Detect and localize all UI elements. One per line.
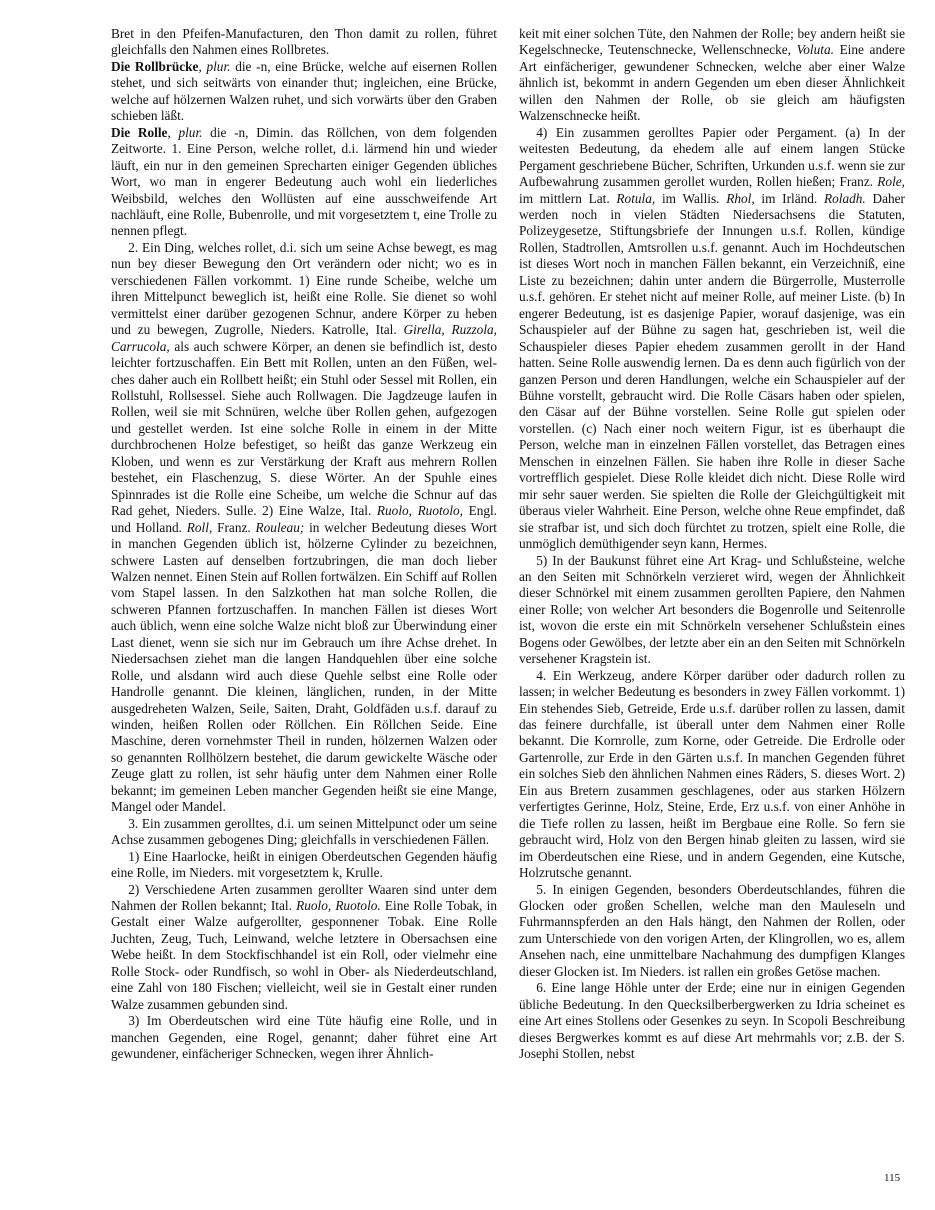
paragraph (111, 26, 497, 59)
text-run: Franz. (212, 519, 256, 535)
text-run: die -n, Dimin. das Röllchen, von dem folgenden Zeitworte. 1. Eine Person, welche rollet, d.i. lärmend hin und wieder läuft, ein nur in den gemeinen Sprecharten einiger Gegenden übliches Wort, wo man in engerer Bedeutung auch wohl ein liederliches Weibsbild, welches den Wollüsten auf eine ausschweifende Art nachläuft, eine Rolle, Bubenrolle, und mit vorgesetztem t, eine Trolle zu nennen pflegt. (111, 124, 497, 239)
italic-term: Rouleau; (255, 519, 305, 535)
text-run: , (198, 58, 207, 74)
text-run: im Wallis. (655, 190, 727, 206)
paragraph (519, 125, 905, 553)
text-run: 3. Ein zusammen gerolltes, d.i. um seinen Mittelpunct oder um seine Achse zusammen gebogenes Ding; gleichfalls in verschiedenen Fällen. (111, 815, 497, 848)
left-column (111, 26, 497, 1063)
text-run: Engl. und Holland. (111, 503, 498, 535)
text-run: 6. Eine lange Höhle unter der Erde; eine nur in einigen Gegenden übliche Bedeutung. In den Quecksilberbergwerken zu Idria scheinet es eine Art eines Stollens oder Gesenkes zu seyn. In Scopoli Beschreibung dieses Bergwerkes kommt es auf diese Art mehrmahls vor; z.B. der S. Josephi Stollen, nebst (519, 980, 905, 1062)
paragraph (111, 816, 497, 849)
paragraph (519, 26, 905, 125)
italic-term: Voluta. (796, 42, 834, 58)
text-run: 5) In der Baukunst führet eine Art Krag- und Schlußsteine, welche an den Seiten mit Schnörkeln verzieret wird, wegen der Ähnlichkeit dieser Schnörkel mit einem zusammen gerollten Papiere, den Nahmen einer Rolle; von welcher Art besonders die Bogenrolle und Seitenrolle ist, wovon die erste ein mit Schnörkeln versehener Schlußstein eines Bogens oder Gewölbes, der letzte aber ein an den Seiten mit Schnörkeln versehener Kragstein ist. (519, 552, 905, 667)
text-run: 2) Verschiedene Arten zusammen gerollter Waaren sind unter dem Nahmen der Rollen bekannt; Ital. (111, 881, 497, 914)
italic-term: Roladh. (824, 190, 866, 206)
text-run: keit mit einer solchen Tüte, den Nahmen der Rolle; bey andern heißt sie Kegelschnecke, Teutenschnecke, Wellenschnecke, (519, 26, 905, 58)
text-run: 1) Eine Haarlocke, heißt in einigen Oberdeutschen Gegenden häufig eine Rolle, im Nieders. mit vorgesetztem k, Krulle. (111, 848, 497, 881)
text-run: in welcher Bedeutung dieses Wort in manchen Gegenden üblich ist, hölzerne Cylinder zu bezeichnen, schwere Lasten auf denselben fortzubringen, die man doch lieber Walzen nennet. Einen Stein auf Rollen fortwälzen. Ein Schiff auf Rollen vom Stapel lassen. In den Salzkothen hat man solche Rollen, die schweren Pfannen fortzuschaffen. In manchen Fällen ist dieses Wort auch üblich, wenn eine solche Walze nicht bloß zur Überwindung einer Last dienet, wenn sie sich nur im Gebrauch um ihre Achse drehet. In Niedersachsen ziehet man die langen Handquehlen über eine solche Rolle, und alsdann wird auch diese Quehle selbst eine Rolle oder Handrolle genannt. Die kleinen, länglichen, runden, in der Mitte ausgedreheten Walzen, Seile, Saiten, Draht, Goldfäden u.s.f. darauf zu winden, heißen Rollen oder Röllchen. Ein Röllchen Seide. Eine Maschine, deren vornehmster Theil in runden, hölzernen Walzen oder so genannten Rollhölzern bestehet, die darum gewickelte Wäsche oder Zeuge glatt zu rollen, ist sehr häufig unter dem Nahmen einer Rolle bekannt; im gemeinen Leben mancher Gegenden heißt sie eine Mange, Mangel oder Mandel. (111, 519, 497, 815)
headword: Die Rollbrücke (111, 58, 199, 74)
headword: Die Rolle (111, 124, 168, 140)
paragraph (519, 668, 905, 882)
text-run: Eine Rolle Tobak, in Gestalt einer Walze aufgerollter, gesponnener Tobak. Eine Rolle Juchten, Zeug, Tuch, Leinwand, welche letztere in Obersachsen eine Webe heißt. In dem Stockfischhandel ist ein Roll, oder vielmehr eine Rolle Stock- oder Rundfisch, so wohl in Ober- als Niederdeutschland, eine Zahl von 180 Fischen; vielleicht, weil sie in Gestalt einer runden Walze zusammen gebunden sind. (111, 898, 497, 1012)
paragraph (519, 553, 905, 668)
paragraph (519, 980, 905, 1062)
italic-term: Roll, (186, 519, 213, 535)
italic-term: Ruolo, Ruotolo, (376, 503, 463, 519)
italic-term: Girella, Ruzzola, Carrucola, (111, 322, 497, 354)
paragraph (519, 882, 905, 981)
text-run: 3) Im Oberdeutschen wird eine Tüte häufig eine Rolle, und in manchen Gegenden, eine Rogel, genannt; daher führet eine Art gewundener, einfächeriger Schnecken, wegen ihrer Ähnlich- (111, 1013, 497, 1062)
text-run: die -n, eine Brücke, welche auf eisernen Rollen stehet, und sich seitwärts von einander thut; ingleichen, eine Brücke, welche auf hölzernen Walzen ruhet, und sich vorwärts über den Graben schieben läßt. (111, 58, 497, 124)
text-run: 2. Ein Ding, welches rollet, d.i. sich um seine Achse bewegt, es mag nun bey dieser Bewegung den Ort verändern oder nicht; wo es in verschiedenen Fällen vorkommt. 1) Eine runde Scheibe, welche um ihren Mittelpunct beweglich ist, heißt eine Rolle. Sie dienet so wohl vermittelst einer darüber gezogenen Schnur, andere Körper zu heben und zu bewegen, Zugrolle, Nieders. Katrolle, Ital. (111, 239, 497, 338)
paragraph (111, 240, 497, 816)
text-run: 5. In einigen Gegenden, besonders Oberdeutschlandes, führen die Glocken oder großen Schellen, welche man den Mauleseln und Fuhrmannspferden an den Hals hängt, den Nahmen der Rollen, oder zum Unterschiede von den vorigen Arten, der Klingrollen, wo es, allem Ansehen nach, eine unmittelbare Nachahmung des dumpfigen Klanges dieser Glocken ist. Im Nieders. ist rallen ein großes Getöse machen. (519, 881, 905, 979)
italic-term: Ruolo, Ruotolo. (296, 898, 381, 914)
paragraph (111, 882, 497, 1014)
text-run: Daher werden noch in vielen Städten Niedersachsens die Statuten, Polizeygesetze, Stiftungsbriefe der Innungen u.s.f. Rollen, kündige Rollen, Stadtrollen, Amtsrollen u.s.f. genannt. Auch im Hochdeutschen ist dieses Wort noch in manchen Fällen bekannt, ein Verzeichniß, eine Liste zu bezeichnen; dahin unter andern die Bürgerrolle, Musterrolle u.s.f. gehören. Er stehet nicht auf meiner Rolle, auf meiner Liste. (b) In engerer Bedeutung, ist es dasjenige Papier, worauf dasjenige, was ein Schauspieler auf der Bühne zu sagen hat, geschrieben ist, weil die Schauspieler dieses Papier ehedem zusammen gerollt in der Hand hatten. Seine Rolle auswendig lernen. Da es denn auch figürlich von der ganzen Person und deren Handlungen, welche ein Schauspieler auf der Bühne vorstellt, gebraucht wird. Die Rolle Cäsars haben oder spielen, den Cäsar auf der Bühne vorstellen. Seine Rolle gut spielen oder vorstellen. (c) Nach einer noch weitern Figur, ist es überhaupt die Person, welche man in einzelnen Fällen vorstellet, das Betragen eines Menschen in einzelnen Fällen. Sie haben ihre Rolle in dieser Sache vortrefflich gespielet. Diese Rolle kleidet dich nicht. Diese Rolle wird mir sehr sauer werden. Sie spielten die Rolle der Gleichgültigkeit mit überaus vieler Wahrheit. Eine Person, welche ohne Reue empfindet, daß sie strafbar ist, und sich doch fürchtet zu trotzen, spielt eine Rolle, die unmöglich demüthigender seyn kann, Hermes. (519, 190, 905, 552)
italic-term: plur. (206, 58, 231, 74)
page-number: 115 (884, 1172, 901, 1184)
italic-term: Rotula, (616, 190, 656, 206)
paragraph (111, 125, 497, 240)
italic-term: plur. (178, 124, 203, 140)
paragraph (111, 1013, 497, 1062)
text-run: als auch schwere Körper, an denen sie befindlich ist, desto leichter fortzuschaffen. Ein Bett mit Rollen, unten an den Füßen, welches daher auch ein Rollbett heißt; ein Stuhl oder Sessel mit Rollen, ein Rollstuhl, Rollsessel. Siehe auch Rollwagen. Die Jagdzeuge laufen in Rollen, weil sie mit Schnüren, welche über Rollen gehen, aufgezogen und gestellet werden. Ist eine solche Rolle in einem in der Mitte durchbrochenen Holze befestiget, so heißt das ganze Werkzeug ein Kloben, und wenn es zur Verstärkung der Kraft aus mehrern Rollen bestehet, ein Flaschenzug, S. diese Wörter. An der Spuhle eines Spinnrades ist die Rolle eine Scheibe, um welche die Schnur auf das Rad gehet, Nieders. Sulle. 2) Eine Walze, Ital. (111, 338, 497, 519)
text-run: 4. Ein Werkzeug, andere Körper darüber oder dadurch rollen zu lassen; in welcher Bedeutung es besonders in zwey Fällen vorkommt. 1) Ein stehendes Sieb, Getreide, Erde u.s.f. darüber rollen zu lassen, damit das feinere durchfalle, ist überall unter dem Nahmen einer Rolle bekannt. Die Kornrolle, zum Korne, oder Getreide. Die Erdrolle oder Gartenrolle, zur Erde in den Gärten u.s.f. In manchen Gegenden führet ein solches Sieb den ähnlichen Nahmen eines Räders, S. dieses Wort. 2) Ein aus Bretern zusammen geschlagenes, oder aus starken Hölzern verfertigtes Gerinne, Holz, Steine, Erde, Erz u.s.f. von einer Anhöhe in die Tiefe rollen zu lassen, heißt im Bergbaue eine Rolle. So fern sie gebraucht wird, Holz von den Bergen hinab gleiten zu lassen, wird sie im Oberdeutschen eine Riese, und in andern Gegenden, eine Kutsche, Holzrutsche genannt. (519, 667, 905, 881)
text-run: 4) Ein zusammen gerolltes Papier oder Pergament. (a) In der weitesten Bedeutung, da ehedem alle auf einem langen Stücke Pergament geschriebene Bücher, Schriften, Urkunden u.s.f. wenn sie zur Aufbewahrung zusammen gerollet wurden, Rollen hießen; Franz. (519, 124, 905, 190)
italic-term: Role, (877, 174, 905, 190)
right-column (519, 26, 905, 1063)
text-run: im Irländ. (754, 190, 824, 206)
italic-term: Rhol, (726, 190, 755, 206)
paragraph (111, 849, 497, 882)
text-run: , (167, 124, 179, 140)
text-run: Eine andere Art einfächeriger, gewundener Schnecken, welche aber einer Walze ähnlich ist, bekommt in andern Gegenden um eben dieser Ähnlichkeit willen den Nahmen der Rolle, ob sie gleich am häufigsten Walzenschnecke heißt. (519, 42, 905, 124)
text-run: Bret in den Pfeifen-Manufacturen, den Thon damit zu rollen, führet gleichfalls den Nahmen eines Rollbretes. (111, 26, 497, 58)
text-run: im mittlern Lat. (519, 190, 617, 206)
paragraph (111, 59, 497, 125)
